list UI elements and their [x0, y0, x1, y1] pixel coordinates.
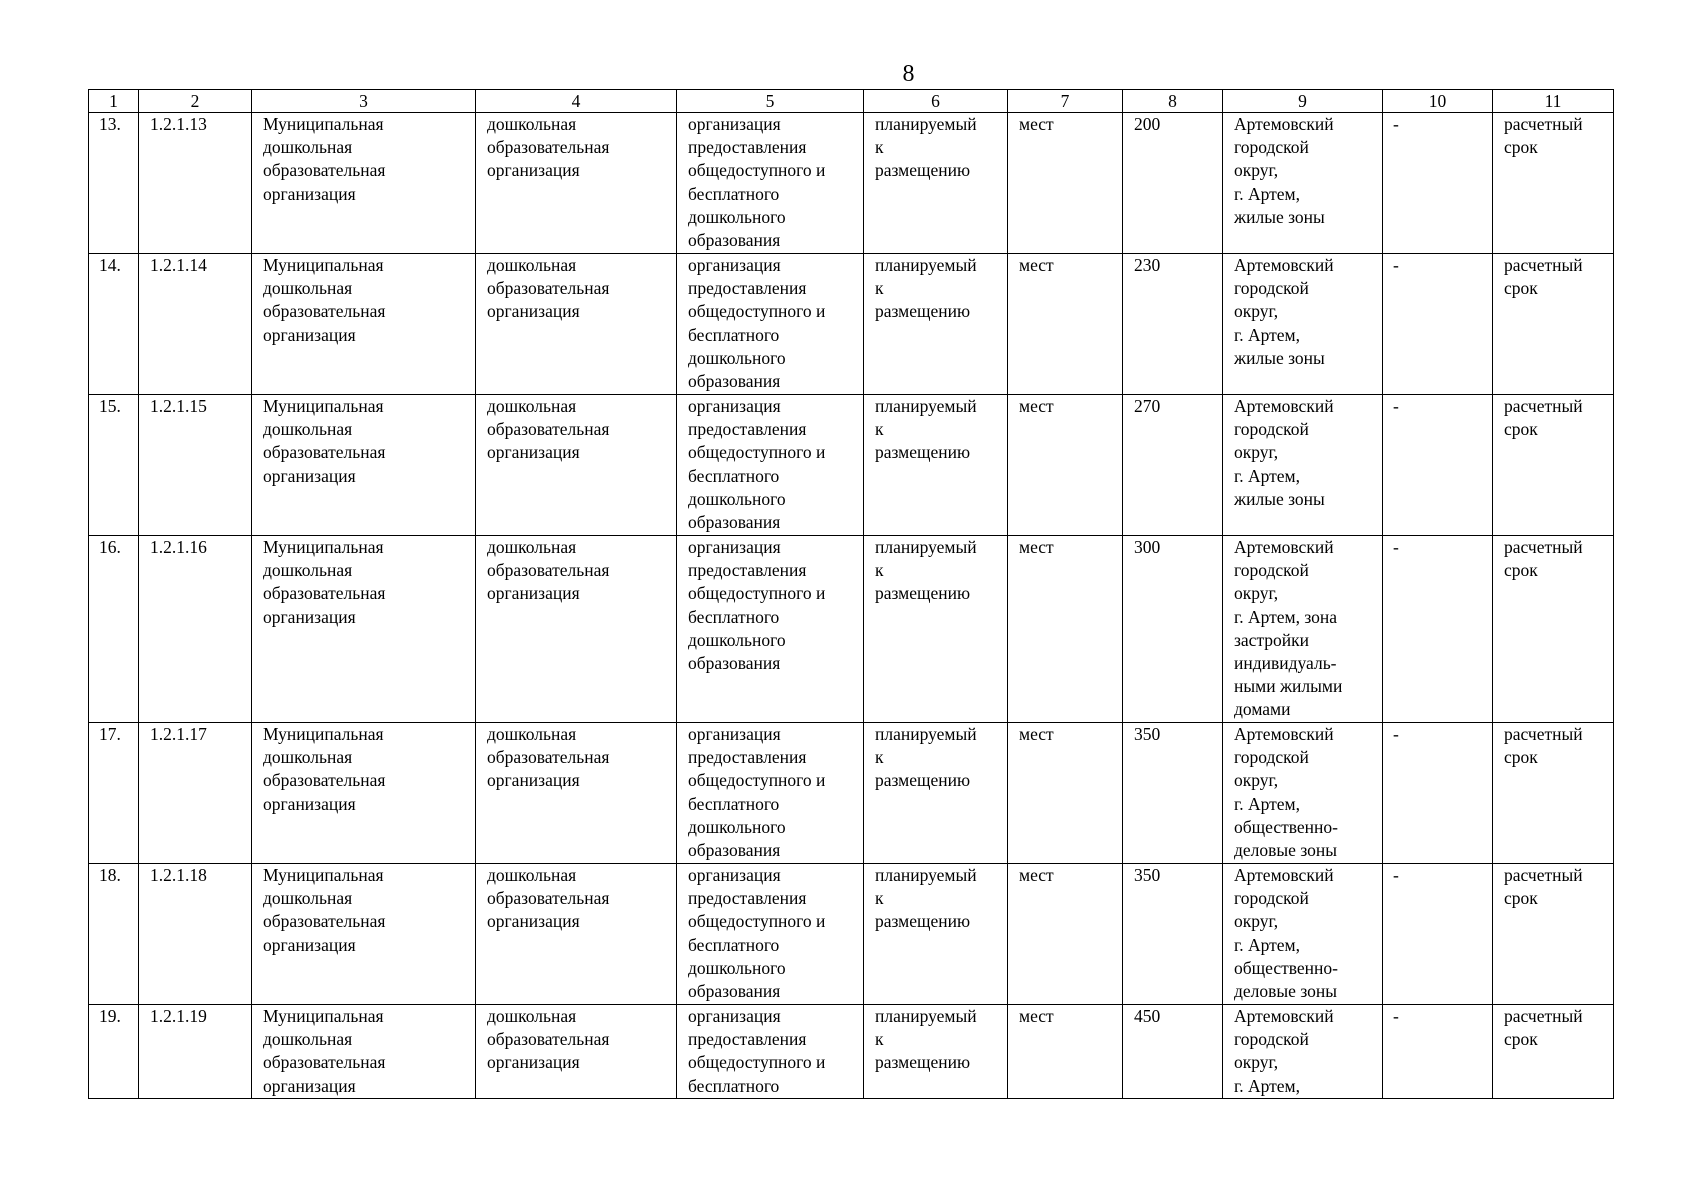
column-header: 9	[1223, 90, 1383, 113]
col10-value: -	[1383, 864, 1493, 1005]
capacity-unit: мест	[1008, 254, 1123, 395]
implementation-term: расчетный срок	[1493, 864, 1614, 1005]
object-location: Артемовский городской округ, г. Артем, зона застройки индивидуаль- ными жилыми домами	[1223, 536, 1383, 723]
column-header: 8	[1123, 90, 1223, 113]
object-type: дошкольная образовательная организация	[476, 536, 677, 723]
implementation-term: расчетный срок	[1493, 254, 1614, 395]
row-code: 1.2.1.13	[139, 113, 252, 254]
table-row	[89, 864, 1614, 1005]
capacity-value: 350	[1123, 723, 1223, 864]
column-header: 1	[89, 90, 139, 113]
column-header: 3	[252, 90, 476, 113]
table-row	[89, 254, 1614, 395]
object-status: планируемый к размещению	[864, 113, 1008, 254]
capacity-value: 230	[1123, 254, 1223, 395]
row-number: 15.	[89, 395, 139, 536]
object-location: Артемовский городской округ, г. Артем, жилые зоны	[1223, 113, 1383, 254]
object-status: планируемый к размещению	[864, 536, 1008, 723]
object-purpose: организация предоставления общедоступного и бесплатного дошкольного образования	[677, 113, 864, 254]
row-code: 1.2.1.16	[139, 536, 252, 723]
object-purpose: организация предоставления общедоступного и бесплатного дошкольного образования	[677, 723, 864, 864]
object-location: Артемовский городской округ, г. Артем,	[1223, 1005, 1383, 1099]
col10-value: -	[1383, 113, 1493, 254]
column-header: 6	[864, 90, 1008, 113]
column-header: 11	[1493, 90, 1614, 113]
object-name: Муниципальная дошкольная образовательная организация	[252, 1005, 476, 1099]
row-number: 16.	[89, 536, 139, 723]
object-type: дошкольная образовательная организация	[476, 864, 677, 1005]
capacity-unit: мест	[1008, 1005, 1123, 1099]
object-location: Артемовский городской округ, г. Артем, общественно- деловые зоны	[1223, 864, 1383, 1005]
capacity-value: 270	[1123, 395, 1223, 536]
object-status: планируемый к размещению	[864, 723, 1008, 864]
capacity-unit: мест	[1008, 536, 1123, 723]
object-type: дошкольная образовательная организация	[476, 723, 677, 864]
implementation-term: расчетный срок	[1493, 395, 1614, 536]
object-name: Муниципальная дошкольная образовательная организация	[252, 254, 476, 395]
capacity-unit: мест	[1008, 864, 1123, 1005]
page-number: 8	[902, 61, 915, 87]
table-row	[89, 113, 1614, 254]
col10-value: -	[1383, 1005, 1493, 1099]
capacity-unit: мест	[1008, 395, 1123, 536]
object-purpose: организация предоставления общедоступного и бесплатного дошкольного образования	[677, 395, 864, 536]
object-location: Артемовский городской округ, г. Артем, общественно- деловые зоны	[1223, 723, 1383, 864]
object-type: дошкольная образовательная организация	[476, 113, 677, 254]
object-name: Муниципальная дошкольная образовательная организация	[252, 536, 476, 723]
column-header: 5	[677, 90, 864, 113]
object-purpose: организация предоставления общедоступного и бесплатного дошкольного образования	[677, 536, 864, 723]
object-name: Муниципальная дошкольная образовательная организация	[252, 723, 476, 864]
capacity-value: 300	[1123, 536, 1223, 723]
object-type: дошкольная образовательная организация	[476, 254, 677, 395]
object-purpose: организация предоставления общедоступного и бесплатного дошкольного образования	[677, 864, 864, 1005]
row-code: 1.2.1.19	[139, 1005, 252, 1099]
col10-value: -	[1383, 395, 1493, 536]
row-code: 1.2.1.17	[139, 723, 252, 864]
table-row	[89, 536, 1614, 723]
implementation-term: расчетный срок	[1493, 113, 1614, 254]
object-location: Артемовский городской округ, г. Артем, жилые зоны	[1223, 254, 1383, 395]
row-number: 19.	[89, 1005, 139, 1099]
column-header: 2	[139, 90, 252, 113]
capacity-value: 450	[1123, 1005, 1223, 1099]
object-status: планируемый к размещению	[864, 395, 1008, 536]
row-code: 1.2.1.15	[139, 395, 252, 536]
row-code: 1.2.1.18	[139, 864, 252, 1005]
implementation-term: расчетный срок	[1493, 536, 1614, 723]
object-status: планируемый к размещению	[864, 254, 1008, 395]
table-row	[89, 723, 1614, 864]
table-header-row	[89, 90, 1614, 113]
table-row	[89, 1005, 1614, 1099]
capacity-value: 200	[1123, 113, 1223, 254]
row-number: 18.	[89, 864, 139, 1005]
object-name: Муниципальная дошкольная образовательная организация	[252, 395, 476, 536]
row-code: 1.2.1.14	[139, 254, 252, 395]
row-number: 13.	[89, 113, 139, 254]
object-status: планируемый к размещению	[864, 1005, 1008, 1099]
table-row	[89, 395, 1614, 536]
row-number: 17.	[89, 723, 139, 864]
column-header: 7	[1008, 90, 1123, 113]
capacity-value: 350	[1123, 864, 1223, 1005]
object-status: планируемый к размещению	[864, 864, 1008, 1005]
col10-value: -	[1383, 254, 1493, 395]
row-number: 14.	[89, 254, 139, 395]
column-header: 10	[1383, 90, 1493, 113]
object-location: Артемовский городской округ, г. Артем, жилые зоны	[1223, 395, 1383, 536]
implementation-term: расчетный срок	[1493, 723, 1614, 864]
object-type: дошкольная образовательная организация	[476, 1005, 677, 1099]
object-name: Муниципальная дошкольная образовательная организация	[252, 113, 476, 254]
object-type: дошкольная образовательная организация	[476, 395, 677, 536]
facilities-table	[88, 89, 1614, 1099]
capacity-unit: мест	[1008, 723, 1123, 864]
col10-value: -	[1383, 536, 1493, 723]
col10-value: -	[1383, 723, 1493, 864]
column-header: 4	[476, 90, 677, 113]
object-name: Муниципальная дошкольная образовательная организация	[252, 864, 476, 1005]
capacity-unit: мест	[1008, 113, 1123, 254]
object-purpose: организация предоставления общедоступного и бесплатного	[677, 1005, 864, 1099]
object-purpose: организация предоставления общедоступного и бесплатного дошкольного образования	[677, 254, 864, 395]
implementation-term: расчетный срок	[1493, 1005, 1614, 1099]
